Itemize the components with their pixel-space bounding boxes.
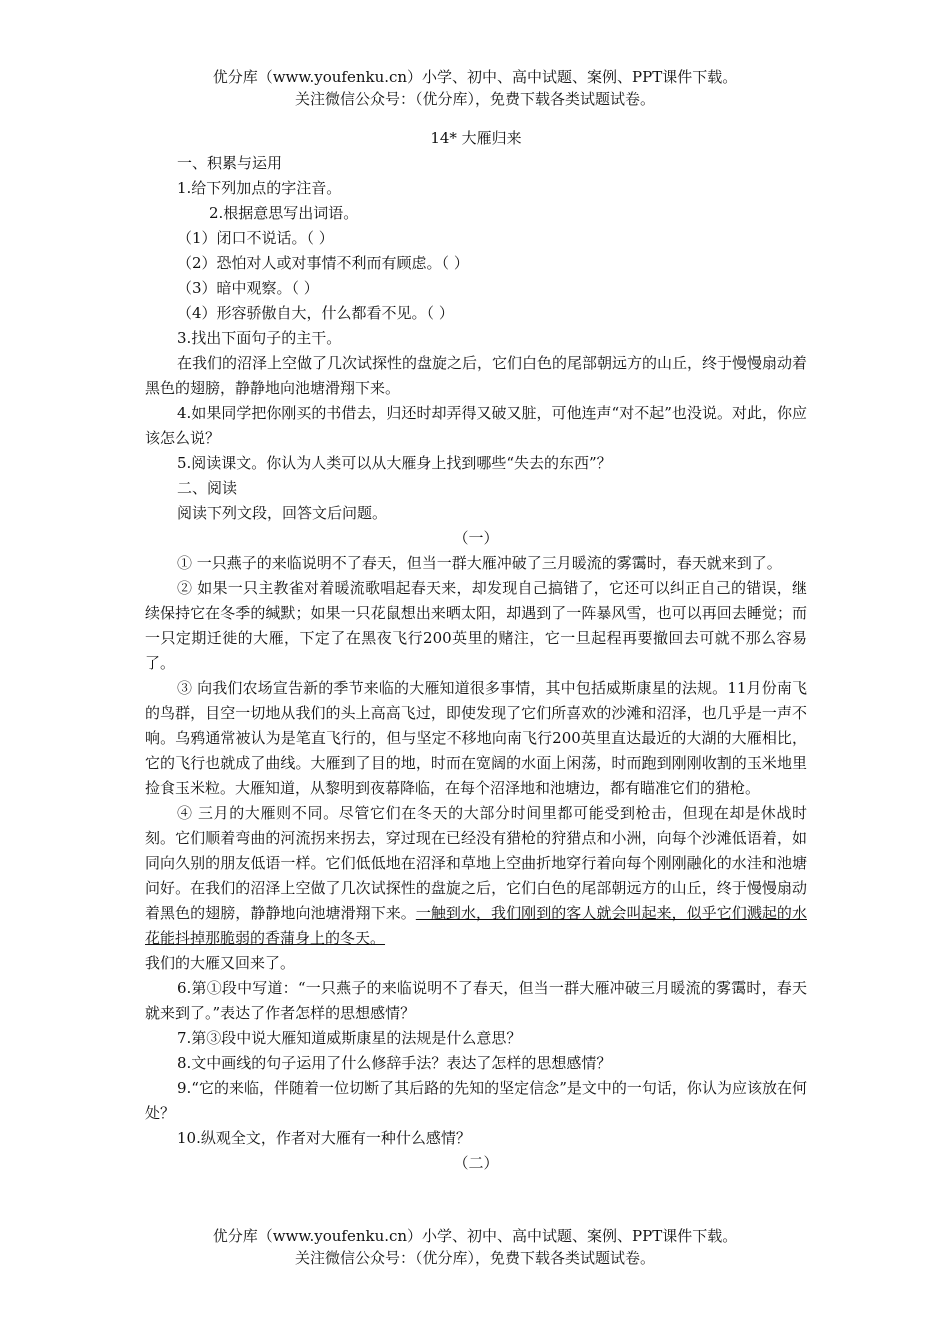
question-2: 2.根据意思写出词语。 <box>209 204 359 222</box>
header-line-2: 关注微信公众号：（优分库），免费下载各类试题试卷。 <box>294 90 655 108</box>
reading-intro: 阅读下列文段，回答文后问题。 <box>177 504 388 522</box>
footer-line-1: 优分库（www.youfenku.cn）小学、初中、高中试题、案例、PPT课件下载。 <box>212 1227 738 1245</box>
header-line-1: 优分库（www.youfenku.cn）小学、初中、高中试题、案例、PPT课件下载。 <box>212 68 738 86</box>
underlined-sentence: 一触到水，我们刚到的客人就会叫起来，似乎它们溅起的水花能抖掉那脆弱的香蒲身上的冬天。 <box>145 904 807 947</box>
question-6: 6.第①段中写道：“一只燕子的来临说明不了春天，但当一群大雁冲破三月暖流的雾霭时，春天就来到了。”表达了作者怎样的思想感情？ <box>145 979 807 1022</box>
page-footer <box>0 1225 950 1269</box>
question-3: 3.找出下面句子的主干。 <box>177 329 342 347</box>
page-header <box>0 66 950 110</box>
question-2-item-1: （1）闭口不说话。（ ） <box>177 229 334 247</box>
question-8: 8.文中画线的句子运用了什么修辞手法？表达了怎样的思想感情？ <box>177 1054 612 1072</box>
passage-paragraph-4-end: 我们的大雁又回来了。 <box>145 954 296 972</box>
question-9: 9.“它的来临，伴随着一位切断了其后路的先知的坚定信念”是文中的一句话，你认为应该放在何处？ <box>145 1079 807 1122</box>
part-label-1: （一） <box>453 529 499 547</box>
document-title: 14* 大雁归来 <box>430 129 522 147</box>
question-2-item-2: （2）恐怕对人或对事情不利而有顾虑。（ ） <box>177 254 469 272</box>
document-body <box>145 126 807 1176</box>
passage-paragraph-4 <box>145 801 807 951</box>
section-heading-2: 二、阅读 <box>177 479 238 497</box>
section-heading-1: 一、积累与运用 <box>177 154 283 172</box>
passage-paragraph-2: ② 如果一只主教雀对着暖流歌唱起春天来，却发现自己搞错了，它还可以纠正自己的错误，继续保持它在冬季的缄默；如果一只花鼠想出来晒太阳，却遇到了一阵暴风雪，也可以再回去睡觉；而一只定期迁徙的大雁，下定了在黑夜飞行200英里的赌注，它一旦起程再要撤回去可就不那么容易了。 <box>145 579 807 672</box>
part-label-2: （二） <box>453 1154 499 1172</box>
paragraph-4-text: ④ 三月的大雁则不同。尽管它们在冬天的大部分时间里都可能受到枪击，但现在却是休战时刻。它们顺着弯曲的河流拐来拐去，穿过现在已经没有猎枪的狩猎点和小洲，向每个沙滩低语着，如同向久别的朋友低语一样。它们低低地在沼泽和草地上空曲折地穿行着向每个刚刚融化的水洼和池塘问好。在我们的沼泽上空做了几次试探性的盘旋之后，它们白色的尾部朝远方的山丘，终于慢慢扇动着黑色的翅膀，静静地向池塘滑翔下来。 <box>145 804 807 922</box>
footer-line-2: 关注微信公众号：（优分库），免费下载各类试题试卷。 <box>294 1249 655 1267</box>
question-2-item-3: （3）暗中观察。（ ） <box>177 279 319 297</box>
question-2-item-4: （4）形容骄傲自大，什么都看不见。（ ） <box>177 304 454 322</box>
question-1: 1.给下列加点的字注音。 <box>177 179 342 197</box>
question-3-sentence: 在我们的沼泽上空做了几次试探性的盘旋之后，它们白色的尾部朝远方的山丘，终于慢慢扇动着黑色的翅膀，静静地向池塘滑翔下来。 <box>145 354 808 397</box>
question-7: 7.第③段中说大雁知道威斯康星的法规是什么意思？ <box>177 1029 522 1047</box>
passage-paragraph-3: ③ 向我们农场宣告新的季节来临的大雁知道很多事情，其中包括威斯康星的法规。11月份南飞的鸟群，目空一切地从我们的头上高高飞过，即使发现了它们所喜欢的沙滩和沼泽，也几乎是一声不响。乌鸦通常被认为是笔直飞行的，但与坚定不移地向南飞行200英里直达最近的大湖的大雁相比，它的飞行也就成了曲线。大雁到了目的地，时而在宽阔的水面上闲荡，时而跑到刚刚收割的玉米地里捡食玉米粒。大雁知道，从黎明到夜幕降临，在每个沼泽地和池塘边，都有瞄准它们的猎枪。 <box>145 679 807 797</box>
passage-paragraph-1: ① 一只燕子的来临说明不了春天，但当一群大雁冲破了三月暖流的雾霭时，春天就来到了。 <box>177 554 782 572</box>
question-10: 10.纵观全文，作者对大雁有一种什么感情？ <box>177 1129 471 1147</box>
question-5: 5.阅读课文。你认为人类可以从大雁身上找到哪些“失去的东西”？ <box>177 454 612 472</box>
question-4: 4.如果同学把你刚买的书借去，归还时却弄得又破又脏，可他连声“对不起”也没说。对此，你应该怎么说？ <box>145 404 807 447</box>
